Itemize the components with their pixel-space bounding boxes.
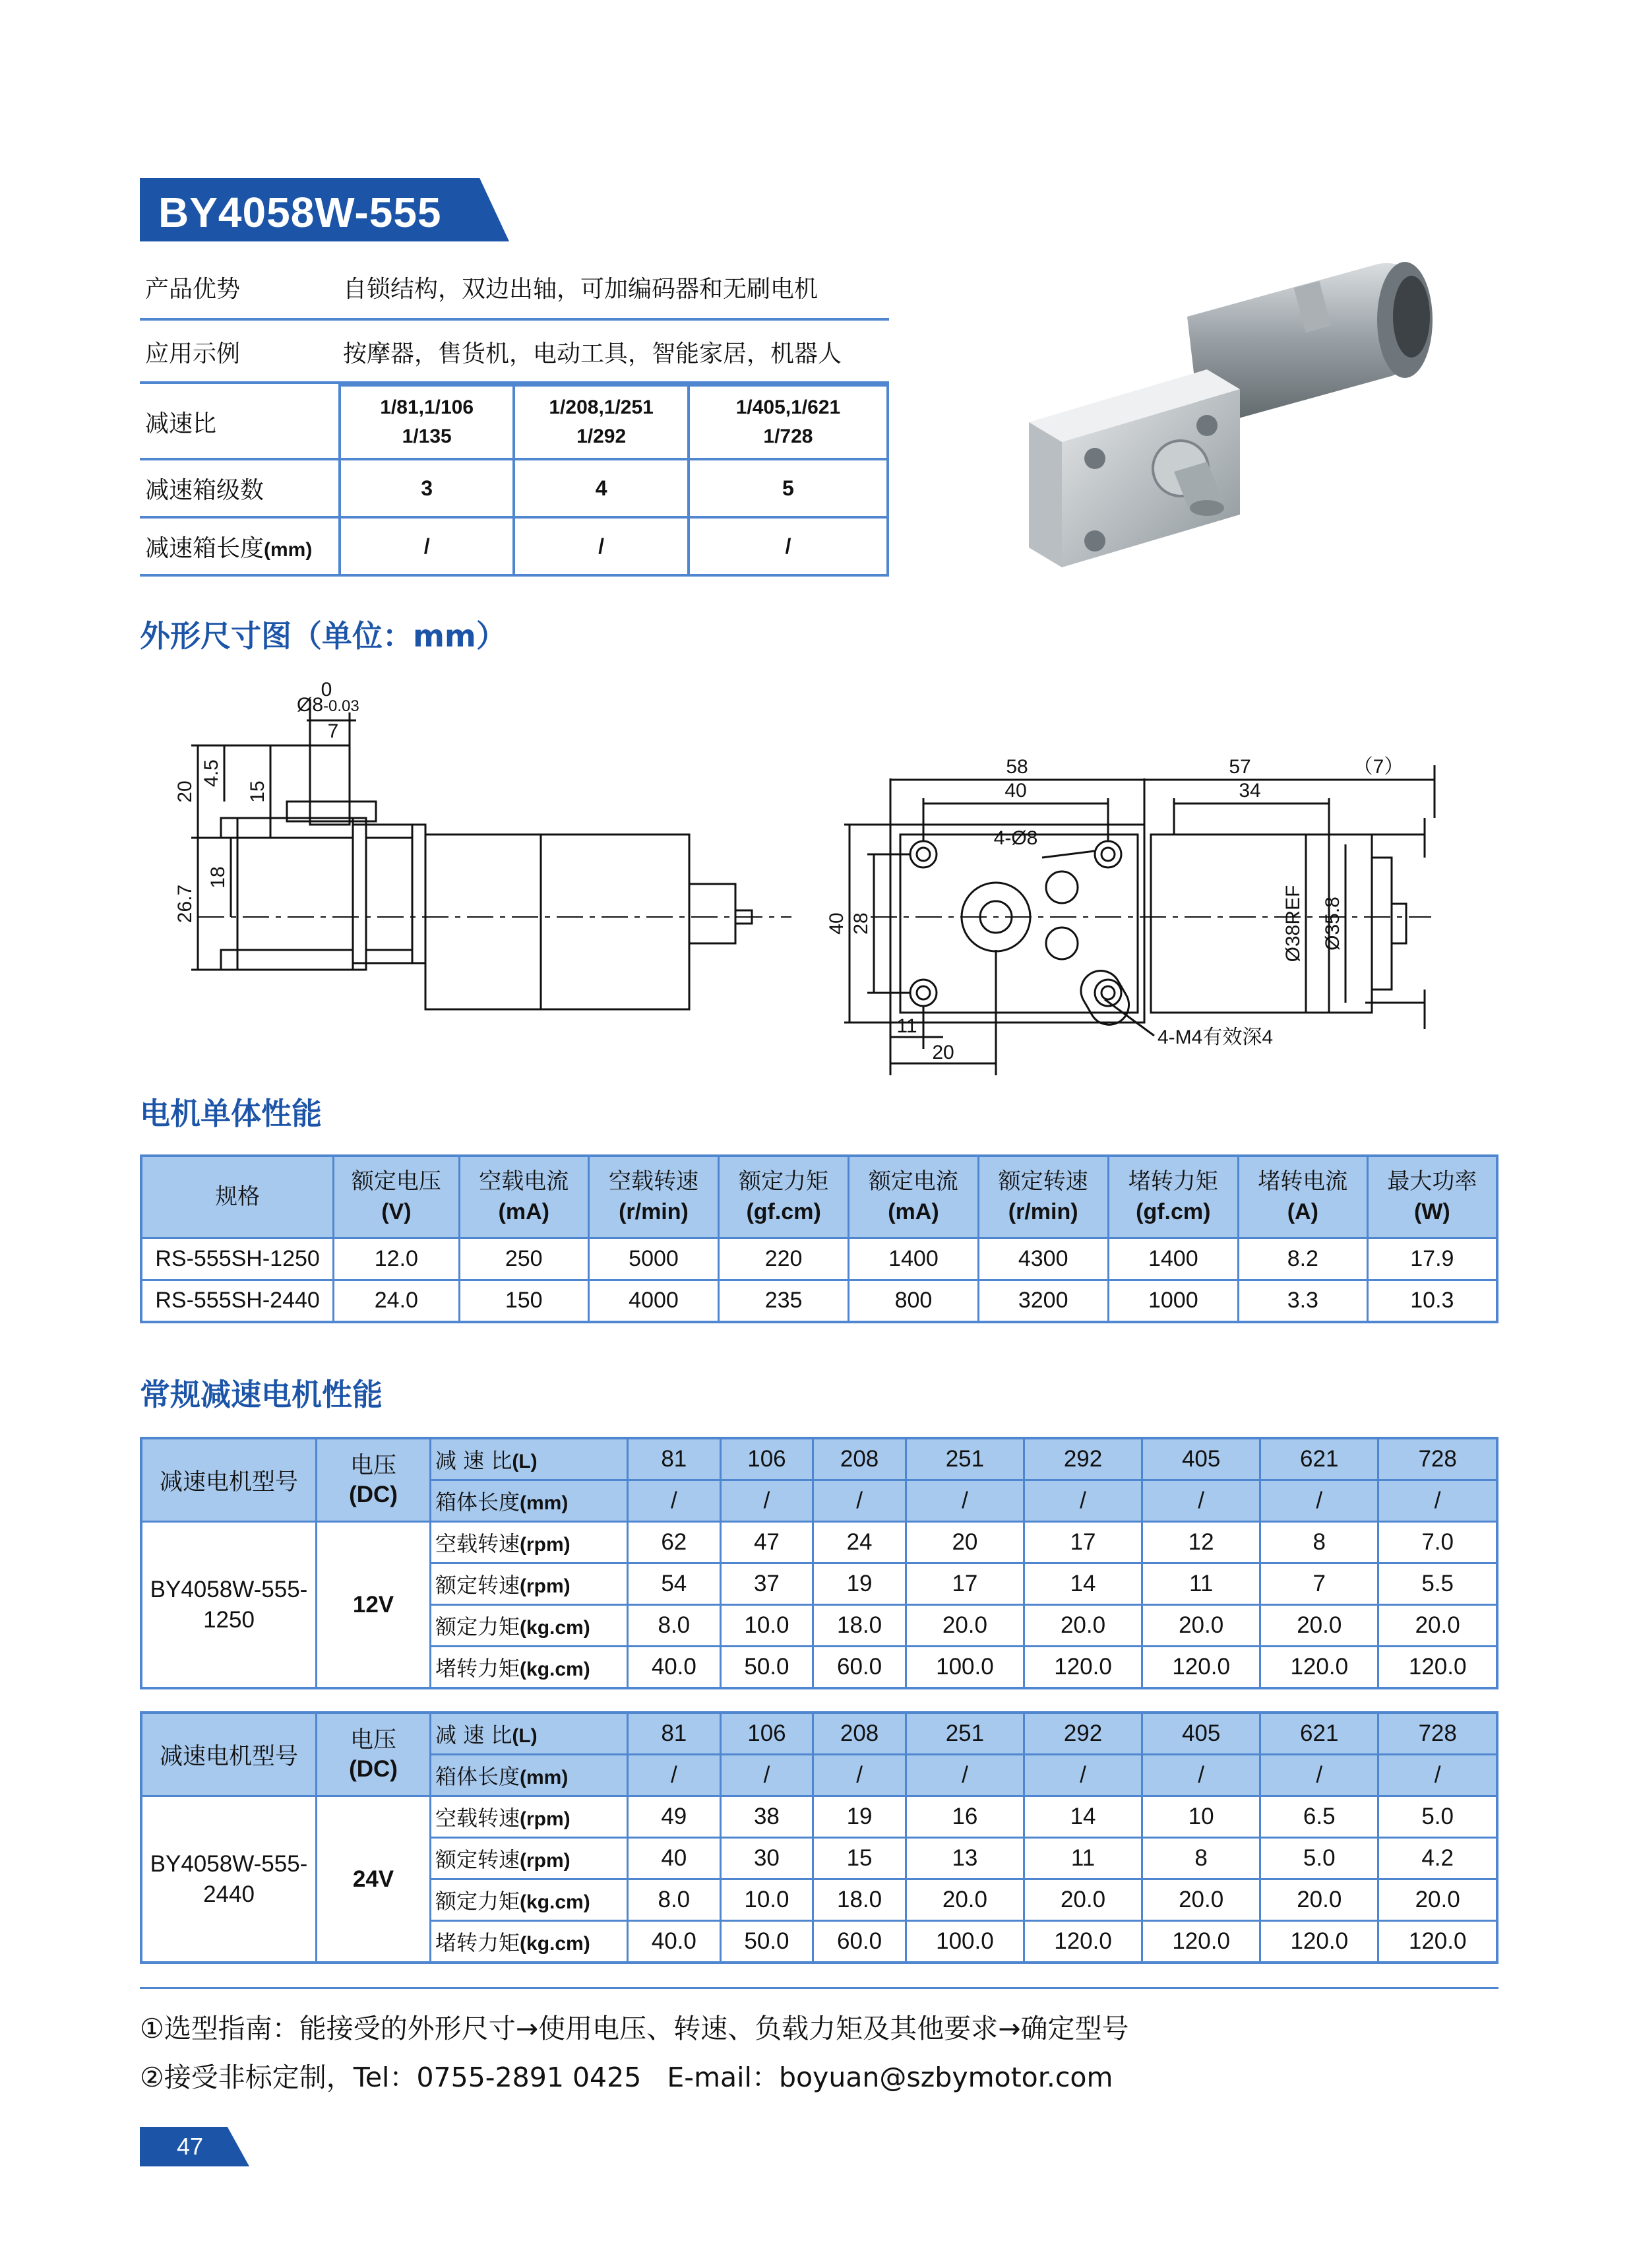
dim-18: 18 <box>207 866 229 889</box>
col-header-cn: 空载电流 <box>479 1168 569 1195</box>
dim-dia-38: Ø38REF <box>1282 885 1304 962</box>
table-cell: 38 <box>720 1796 813 1838</box>
length-label: 箱体长度 <box>435 1764 520 1789</box>
table-cell: 11 <box>1024 1838 1142 1879</box>
table-cell: 1000 <box>1108 1280 1238 1322</box>
col-header-cn: 堵转力矩 <box>1128 1168 1218 1195</box>
table-cell: 1400 <box>1108 1238 1238 1280</box>
length-unit: (mm) <box>520 1767 569 1788</box>
ratio-line: 1/405,1/621 <box>735 396 841 418</box>
dim-20: 20 <box>174 780 196 803</box>
table-cell: 7.0 <box>1378 1522 1497 1563</box>
col-header-unit: (A) <box>1287 1199 1318 1225</box>
ratio-value: 621 <box>1260 1438 1378 1480</box>
product-photo <box>989 237 1464 607</box>
length-row-label <box>431 1480 628 1522</box>
metric-label-cn: 空载转速 <box>435 1531 520 1556</box>
length-value: / <box>813 1755 906 1796</box>
dim-dia-35-8: Ø35.8 <box>1322 897 1344 951</box>
table-cell: 18.0 <box>813 1605 906 1647</box>
metric-label <box>431 1879 628 1921</box>
table-cell: 37 <box>720 1563 813 1605</box>
metric-label-unit: (rpm) <box>520 1534 571 1556</box>
table-cell: 18.0 <box>813 1879 906 1921</box>
ratio-line: 1/208,1/251 <box>549 396 654 418</box>
table-cell: 17.9 <box>1367 1238 1497 1280</box>
stages-cell: 3 <box>340 459 514 517</box>
ratio-value: 208 <box>813 1438 906 1480</box>
product-title: BY4058W-555 <box>158 189 442 236</box>
table-cell: 20.0 <box>906 1879 1024 1921</box>
table-cell: 40.0 <box>628 1647 721 1689</box>
spec-row-advantage <box>140 257 889 321</box>
col-header-unit: (V) <box>381 1199 412 1225</box>
note-custom-contact: ②接受非标定制，Tel：0755-2891 0425 E-mail：boyuan@szbymotor.com <box>140 2062 1113 2093</box>
ratio-line: 1/81,1/106 <box>380 396 474 418</box>
spec-table <box>140 257 889 577</box>
ratio-value: 292 <box>1024 1438 1142 1480</box>
page-number: 47 <box>177 2133 204 2160</box>
table-cell: 17 <box>906 1563 1024 1605</box>
stages-cell: 4 <box>514 459 689 517</box>
metric-label <box>431 1563 628 1605</box>
model-cell <box>141 1522 317 1689</box>
col-header-cn: 额定电压 <box>351 1168 441 1195</box>
ratio-row-label <box>431 1713 628 1755</box>
table-cell: 8 <box>1260 1522 1378 1563</box>
table-cell: 15 <box>813 1838 906 1879</box>
col-header-unit: (W) <box>1413 1199 1450 1225</box>
dim-15: 15 <box>247 780 268 803</box>
ratio-value: 621 <box>1260 1713 1378 1755</box>
table-cell: 20.0 <box>906 1605 1024 1647</box>
dim-34: 34 <box>1239 780 1261 802</box>
dim-7-paren: （7） <box>1353 756 1404 778</box>
table-cell: 235 <box>719 1280 849 1322</box>
table-cell: 8.2 <box>1238 1238 1367 1280</box>
table-cell: 7 <box>1260 1563 1378 1605</box>
col-header <box>1367 1156 1497 1238</box>
table-cell: 20.0 <box>1378 1605 1497 1647</box>
ratio-value: 106 <box>720 1438 813 1480</box>
table-cell: 150 <box>459 1280 588 1322</box>
table-cell: 40 <box>628 1838 721 1879</box>
table-cell: 800 <box>849 1280 978 1322</box>
metric-label-cn: 额定转速 <box>435 1573 520 1598</box>
dim-holes: 4-Ø8 <box>993 827 1038 849</box>
table-cell: 100.0 <box>906 1647 1024 1689</box>
metric-label <box>431 1796 628 1838</box>
voltage-header <box>317 1713 431 1796</box>
table-row <box>141 1280 1497 1322</box>
table-cell: RS-555SH-2440 <box>141 1280 334 1322</box>
model-line: BY4058W-555- <box>150 1576 308 1602</box>
length-value: / <box>906 1755 1024 1796</box>
ratio-line: 1/292 <box>576 425 627 447</box>
voltage-cell: 24V <box>317 1796 431 1963</box>
col-header-cn: 额定力矩 <box>739 1168 829 1195</box>
col-header <box>1238 1156 1367 1238</box>
table-cell: 24 <box>813 1522 906 1563</box>
front-view <box>844 765 1435 1075</box>
length-value: / <box>1260 1480 1378 1522</box>
metric-label-cn: 堵转力矩 <box>435 1930 520 1955</box>
col-header-cn: 额定转速 <box>998 1168 1088 1195</box>
dim-57: 57 <box>1229 756 1251 778</box>
dim-40-top: 40 <box>1004 780 1027 802</box>
metric-label <box>431 1838 628 1879</box>
gear-perf-table <box>140 1437 1498 1689</box>
table-cell: 50.0 <box>720 1921 813 1963</box>
voltage-header <box>317 1438 431 1522</box>
table-cell: 50.0 <box>720 1647 813 1689</box>
dim-thread: 4-M4有效深4 <box>1158 1026 1274 1048</box>
ratio-unit: (L) <box>512 1451 538 1472</box>
length-value: / <box>906 1480 1024 1522</box>
table-cell: 10.0 <box>720 1605 813 1647</box>
col-header <box>1108 1156 1238 1238</box>
spec-advantage-value: 自锁结构，双边出轴，可加编码器和无刷电机 <box>343 276 818 303</box>
col-header-unit: (mA) <box>498 1199 549 1225</box>
table-cell: 13 <box>906 1838 1024 1879</box>
table-cell: 62 <box>628 1522 721 1563</box>
ratio-row-label <box>431 1438 628 1480</box>
table-cell: 17 <box>1024 1522 1142 1563</box>
table-cell: 120.0 <box>1142 1647 1260 1689</box>
motor-perf-heading: 电机单体性能 <box>140 1096 322 1131</box>
notes-divider <box>140 1987 1498 1989</box>
ratio-value: 728 <box>1378 1438 1497 1480</box>
dim-tol-lower: -0.03 <box>323 697 359 715</box>
table-cell: 120.0 <box>1260 1647 1378 1689</box>
ratio-line: 1/728 <box>763 425 813 447</box>
ratio-value: 81 <box>628 1438 721 1480</box>
col-header-unit: (r/min) <box>619 1199 689 1225</box>
ratio-value: 405 <box>1142 1713 1260 1755</box>
col-header <box>849 1156 978 1238</box>
table-cell: 54 <box>628 1563 721 1605</box>
table-cell: 19 <box>813 1796 906 1838</box>
col-header-cn: 规格 <box>215 1183 261 1211</box>
table-cell: 250 <box>459 1238 588 1280</box>
drawing-heading: 外形尺寸图（单位：mm） <box>140 618 507 654</box>
table-cell: 60.0 <box>813 1647 906 1689</box>
col-header-cn: 堵转电流 <box>1258 1168 1348 1195</box>
col-header <box>588 1156 718 1238</box>
metric-label-cn: 额定力矩 <box>435 1889 520 1914</box>
dimension-drawing <box>158 660 1491 1082</box>
table-cell: 5.0 <box>1378 1796 1497 1838</box>
note-selection-guide: ①选型指南：能接受的外形尺寸→使用电压、转速、负载力矩及其他要求→确定型号 <box>140 2013 1129 2044</box>
table-cell: 20.0 <box>1024 1605 1142 1647</box>
col-header-cn: 空载转速 <box>608 1168 698 1195</box>
dim-shaft-dia <box>297 694 359 716</box>
metric-label-unit: (kg.cm) <box>520 1658 590 1680</box>
dim-tol-upper: 0 <box>321 679 332 701</box>
table-row <box>141 1522 1497 1563</box>
table-cell: 10 <box>1142 1796 1260 1838</box>
table-cell: 120.0 <box>1378 1647 1497 1689</box>
ratio-label: 减 速 比 <box>435 1448 512 1473</box>
length-value: / <box>813 1480 906 1522</box>
col-header <box>459 1156 588 1238</box>
col-header <box>141 1156 334 1238</box>
ratio-unit: (L) <box>512 1725 538 1747</box>
side-view <box>191 699 791 1009</box>
length-label: 箱体长度 <box>435 1490 520 1515</box>
metric-label-unit: (kg.cm) <box>520 1933 590 1955</box>
ratio-value: 292 <box>1024 1713 1142 1755</box>
table-cell: 12 <box>1142 1522 1260 1563</box>
table-cell: 20.0 <box>1024 1879 1142 1921</box>
length-value: / <box>1024 1480 1142 1522</box>
length-value: / <box>1378 1755 1497 1796</box>
col-header-cn: 额定电流 <box>868 1168 958 1195</box>
voltage-unit: (DC) <box>349 1755 398 1782</box>
dim-20-front: 20 <box>932 1042 954 1063</box>
dim-7: 7 <box>327 720 339 742</box>
table-row <box>141 1796 1497 1838</box>
col-header-unit: (r/min) <box>1008 1199 1078 1225</box>
table-row <box>141 1438 1497 1480</box>
table-cell: 11 <box>1142 1563 1260 1605</box>
table-cell: 20 <box>906 1522 1024 1563</box>
metric-label-cn: 堵转力矩 <box>435 1656 520 1681</box>
table-cell: 30 <box>720 1838 813 1879</box>
length-value: / <box>628 1480 721 1522</box>
model-header: 减速电机型号 <box>141 1713 317 1796</box>
table-cell: 6.5 <box>1260 1796 1378 1838</box>
voltage-unit: (DC) <box>349 1481 398 1507</box>
table-cell: 120.0 <box>1378 1921 1497 1963</box>
voltage-cell: 12V <box>317 1522 431 1689</box>
dim-58: 58 <box>1006 756 1028 778</box>
table-cell: 14 <box>1024 1796 1142 1838</box>
table-cell: 20.0 <box>1260 1605 1378 1647</box>
col-header-unit: (mA) <box>888 1199 939 1225</box>
spec-application-value: 按摩器，售货机，电动工具，智能家居，机器人 <box>343 340 842 367</box>
table-cell: RS-555SH-1250 <box>141 1238 334 1280</box>
gear-perf-heading: 常规减速电机性能 <box>140 1377 383 1412</box>
length-cell: / <box>514 517 689 575</box>
dim-28: 28 <box>850 912 872 935</box>
col-header <box>719 1156 849 1238</box>
table-cell: 1400 <box>849 1238 978 1280</box>
table-cell: 5.5 <box>1378 1563 1497 1605</box>
table-cell: 8.0 <box>628 1605 721 1647</box>
dim-11: 11 <box>896 1015 917 1037</box>
table-cell: 4000 <box>588 1280 718 1322</box>
length-value: / <box>720 1755 813 1796</box>
metric-label-unit: (kg.cm) <box>520 1891 590 1913</box>
ratio-label: 减 速 比 <box>435 1722 512 1748</box>
table-cell: 40.0 <box>628 1921 721 1963</box>
metric-label-unit: (rpm) <box>520 1850 571 1872</box>
stages-label: 减速箱级数 <box>140 459 340 517</box>
table-cell: 8.0 <box>628 1879 721 1921</box>
length-label: 减速箱长度 <box>145 534 264 562</box>
length-unit: (mm) <box>264 538 313 561</box>
spec-ratio-table <box>140 384 889 577</box>
table-cell: 5.0 <box>1260 1838 1378 1879</box>
length-value: / <box>628 1755 721 1796</box>
motor-perf-table <box>140 1154 1498 1323</box>
ratio-value: 106 <box>720 1713 813 1755</box>
ratio-line: 1/135 <box>402 425 452 447</box>
table-cell: 10.3 <box>1367 1280 1497 1322</box>
length-cell: / <box>689 517 888 575</box>
metric-label-unit: (rpm) <box>520 1575 571 1597</box>
table-cell: 3.3 <box>1238 1280 1367 1322</box>
dim-shaft-dia-main: Ø8 <box>297 694 324 716</box>
table-cell: 100.0 <box>906 1921 1024 1963</box>
dim-40-left: 40 <box>826 912 848 935</box>
model-line: BY4058W-555- <box>150 1850 308 1877</box>
length-value: / <box>1142 1755 1260 1796</box>
table-cell: 12.0 <box>334 1238 459 1280</box>
ratio-cell <box>340 385 514 459</box>
table-cell: 47 <box>720 1522 813 1563</box>
col-header-unit: (gf.cm) <box>746 1199 821 1225</box>
length-value: / <box>1142 1480 1260 1522</box>
ratio-value: 405 <box>1142 1438 1260 1480</box>
motor-perf-header-row <box>141 1156 1497 1238</box>
ratio-value: 251 <box>906 1438 1024 1480</box>
table-row <box>141 1238 1497 1280</box>
table-cell: 20.0 <box>1142 1879 1260 1921</box>
ratio-value: 208 <box>813 1713 906 1755</box>
col-header <box>334 1156 459 1238</box>
ratio-value: 251 <box>906 1713 1024 1755</box>
spec-advantage-label: 产品优势 <box>145 276 241 303</box>
table-cell: 120.0 <box>1142 1921 1260 1963</box>
table-cell: 20.0 <box>1378 1879 1497 1921</box>
table-cell: 49 <box>628 1796 721 1838</box>
voltage-label: 电压 <box>350 1452 396 1478</box>
metric-label-cn: 额定力矩 <box>435 1614 520 1639</box>
length-row-label <box>431 1755 628 1796</box>
model-header: 减速电机型号 <box>141 1438 317 1522</box>
metric-label <box>431 1605 628 1647</box>
table-cell: 3200 <box>978 1280 1108 1322</box>
ratio-value: 81 <box>628 1713 721 1755</box>
table-cell: 4.2 <box>1378 1838 1497 1879</box>
metric-label <box>431 1522 628 1563</box>
table-cell: 16 <box>906 1796 1024 1838</box>
ratio-cell <box>689 385 888 459</box>
model-line: 2440 <box>203 1881 255 1907</box>
metric-label-unit: (rpm) <box>520 1808 571 1830</box>
length-value: / <box>1024 1755 1142 1796</box>
table-cell: 14 <box>1024 1563 1142 1605</box>
table-cell: 120.0 <box>1024 1921 1142 1963</box>
table-cell: 8 <box>1142 1838 1260 1879</box>
dim-4-5: 4.5 <box>201 759 222 787</box>
table-cell: 60.0 <box>813 1921 906 1963</box>
ratio-cell <box>514 385 689 459</box>
table-cell: 10.0 <box>720 1879 813 1921</box>
length-value: / <box>720 1480 813 1522</box>
length-cell: / <box>340 517 514 575</box>
metric-label <box>431 1921 628 1963</box>
table-cell: 20.0 <box>1142 1605 1260 1647</box>
table-cell: 120.0 <box>1024 1647 1142 1689</box>
length-value: / <box>1378 1480 1497 1522</box>
model-cell <box>141 1796 317 1963</box>
dim-26-7: 26.7 <box>174 884 196 924</box>
voltage-label: 电压 <box>350 1726 396 1753</box>
ratio-label: 减速比 <box>140 385 340 459</box>
table-cell: 20.0 <box>1260 1879 1378 1921</box>
metric-label-cn: 空载转速 <box>435 1806 520 1831</box>
metric-label-unit: (kg.cm) <box>520 1617 590 1639</box>
spec-row-application <box>140 321 889 384</box>
model-line: 1250 <box>203 1606 255 1633</box>
col-header-unit: (gf.cm) <box>1136 1199 1211 1225</box>
length-unit: (mm) <box>520 1492 569 1514</box>
table-cell: 19 <box>813 1563 906 1605</box>
metric-label-cn: 额定转速 <box>435 1847 520 1872</box>
spec-application-label: 应用示例 <box>145 340 241 367</box>
table-cell: 5000 <box>588 1238 718 1280</box>
stages-cell: 5 <box>689 459 888 517</box>
length-value: / <box>1260 1755 1378 1796</box>
col-header <box>978 1156 1108 1238</box>
table-cell: 4300 <box>978 1238 1108 1280</box>
ratio-value: 728 <box>1378 1713 1497 1755</box>
table-cell: 220 <box>719 1238 849 1280</box>
length-label-cell <box>140 517 340 575</box>
table-cell: 120.0 <box>1260 1921 1378 1963</box>
col-header-cn: 最大功率 <box>1387 1168 1477 1195</box>
gear-perf-table <box>140 1711 1498 1964</box>
table-row <box>141 1713 1497 1755</box>
table-cell: 24.0 <box>334 1280 459 1322</box>
metric-label <box>431 1647 628 1689</box>
